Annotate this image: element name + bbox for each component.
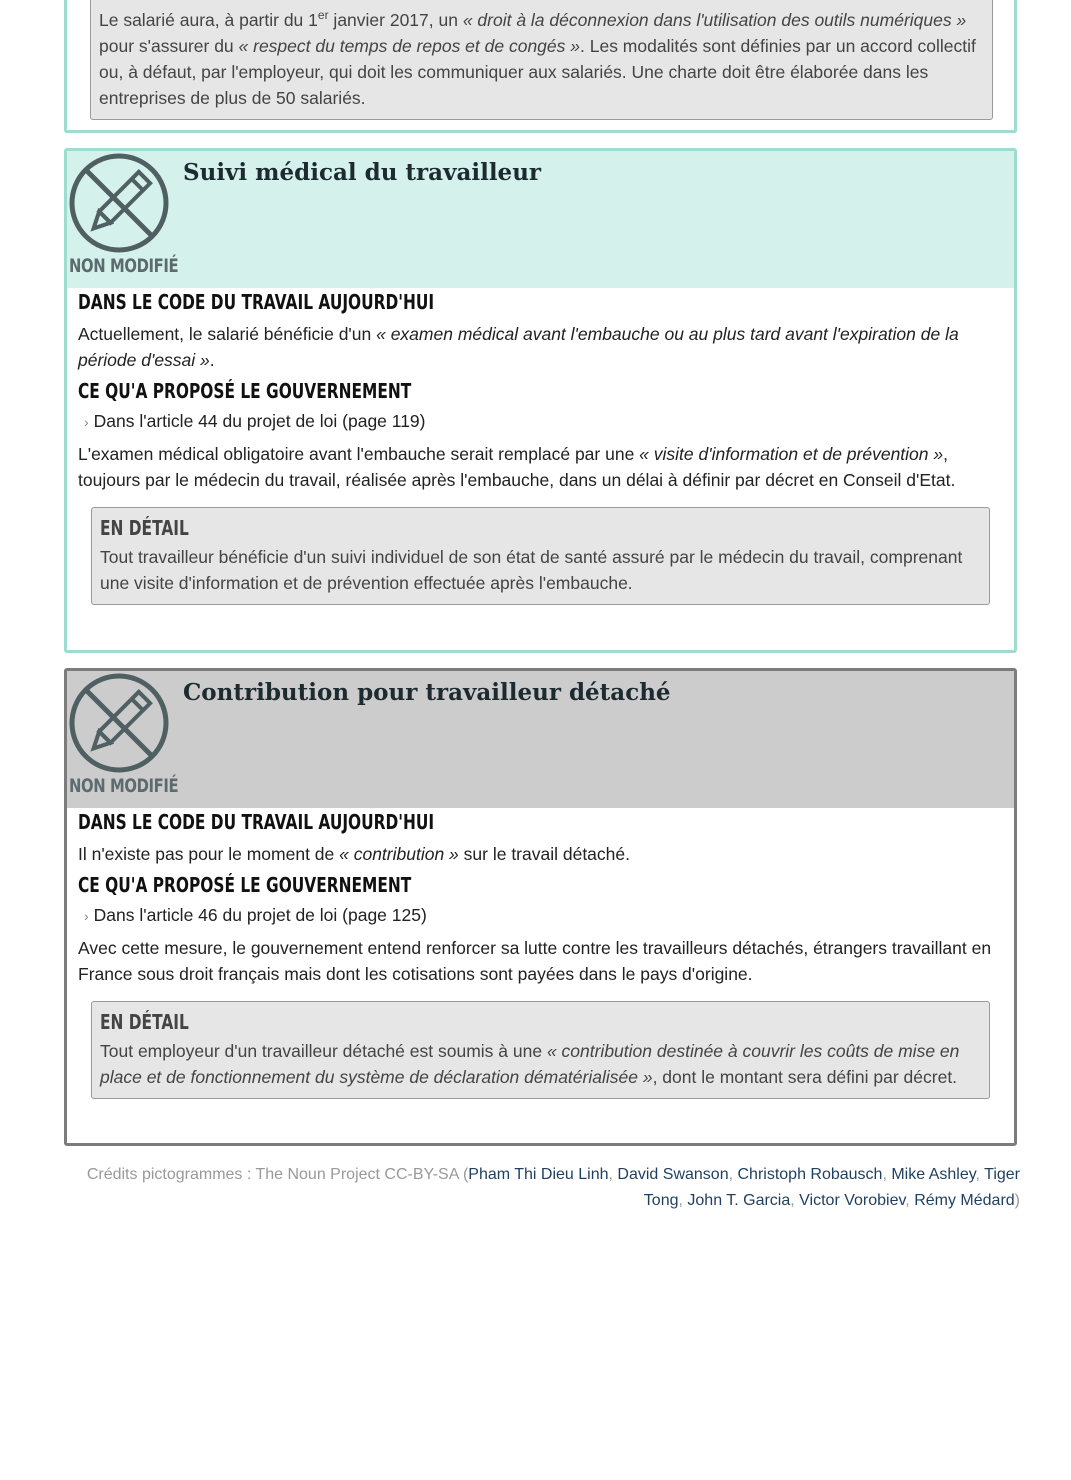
credit-author-link[interactable]: David Swanson — [617, 1166, 729, 1183]
card-header — [67, 671, 1014, 808]
chevron-right-icon: › — [84, 908, 89, 924]
today-text: Il n'existe pas pour le moment de « contribution » sur le travail détaché. — [78, 844, 630, 864]
pencil-crossed-icon — [67, 151, 171, 255]
status-label: NON MODIFIÉ — [69, 775, 179, 797]
credit-author-link[interactable]: Rémy Médard — [914, 1192, 1015, 1209]
detail-box — [90, 0, 993, 120]
card-travailleur-detache — [64, 668, 1017, 1146]
detail-heading: EN DÉTAIL — [100, 1010, 189, 1034]
section-heading-today: DANS LE CODE DU TRAVAIL AUJOURD'HUI — [78, 810, 435, 834]
today-text: Actuellement, le salarié bénéficie d'un « examen médical avant l'embauche ou au plus tard avant l'expiration de la période d'essai ». — [78, 324, 959, 370]
article-link[interactable]: › Dans l'article 46 du projet de loi (page 125) — [84, 905, 427, 925]
article-link[interactable]: › Dans l'article 44 du projet de loi (page 119) — [84, 411, 426, 431]
card-title: Contribution pour travailleur détaché — [183, 679, 671, 706]
detail-box — [91, 1001, 990, 1099]
chevron-right-icon: › — [84, 414, 89, 430]
status-label: NON MODIFIÉ — [69, 255, 179, 277]
detail-heading: EN DÉTAIL — [100, 516, 189, 540]
pencil-crossed-icon — [67, 671, 171, 775]
detail-text: Le salarié aura, à partir du 1er janvier 2017, un « droit à la déconnexion dans l'utilisation des outils numériques » pour s'assurer du « respect du temps de repos et de congés ». Les modalités sont définies par un accord collectif ou, à défaut, par l'employeur, qui doit les communiquer aux salariés. Une charte doit être élaborée dans les entreprises de plus de 50 salariés. — [99, 8, 976, 108]
card-header — [67, 151, 1014, 288]
section-heading-government: CE QU'A PROPOSÉ LE GOUVERNEMENT — [78, 379, 412, 403]
credit-author-link[interactable]: Mike Ashley — [891, 1166, 976, 1183]
section-heading-today: DANS LE CODE DU TRAVAIL AUJOURD'HUI — [78, 290, 435, 314]
credit-author-link[interactable]: John T. Garcia — [687, 1192, 791, 1209]
credits-suffix: ) — [1014, 1192, 1020, 1209]
government-text: L'examen médical obligatoire avant l'embauche serait remplacé par une « visite d'information et de prévention », toujours par le médecin du travail, réalisée après l'embauche, dans un délai à définir par décret en Conseil d'Etat. — [78, 444, 956, 490]
card-suivi-medical — [64, 148, 1017, 653]
credits: Crédits pictogrammes : The Noun Project CC-BY-SA (Pham Thi Dieu Linh, David Swanson, Christoph Robausch, Mike Ashley, Tiger Tong, John T. Garcia, Victor Vorobiev, Rémy Médard) — [86, 1166, 1020, 1209]
credit-author-link[interactable]: Pham Thi Dieu Linh — [468, 1166, 609, 1183]
detail-text: Tout employeur d'un travailleur détaché est soumis à une « contribution destinée à couvrir les coûts de mise en place et de fonctionnement du système de déclaration dématérialisée », dont le montant sera défini par décret. — [100, 1041, 960, 1087]
detail-text: Tout travailleur bénéficie d'un suivi individuel de son état de santé assuré par le médecin du travail, comprenant une visite d'information et de prévention effectuée après l'embauche. — [100, 547, 963, 593]
credit-author-link[interactable]: Christoph Robausch — [737, 1166, 883, 1183]
section-heading-government: CE QU'A PROPOSÉ LE GOUVERNEMENT — [78, 873, 412, 897]
detail-box — [91, 507, 990, 605]
card-title: Suivi médical du travailleur — [183, 159, 542, 186]
government-text: Avec cette mesure, le gouvernement entend renforcer sa lutte contre les travailleurs détachés, étrangers travaillant en France sous droit français mais dont les cotisations sont payées dans le pays d'origine. — [78, 938, 992, 984]
credit-author-link[interactable]: Tiger Tong — [643, 1166, 1020, 1209]
previous-card — [64, 0, 1017, 133]
credits-prefix: Crédits pictogrammes : The Noun Project CC-BY-SA ( — [86, 1166, 469, 1183]
credit-author-link[interactable]: Victor Vorobiev — [799, 1192, 906, 1209]
